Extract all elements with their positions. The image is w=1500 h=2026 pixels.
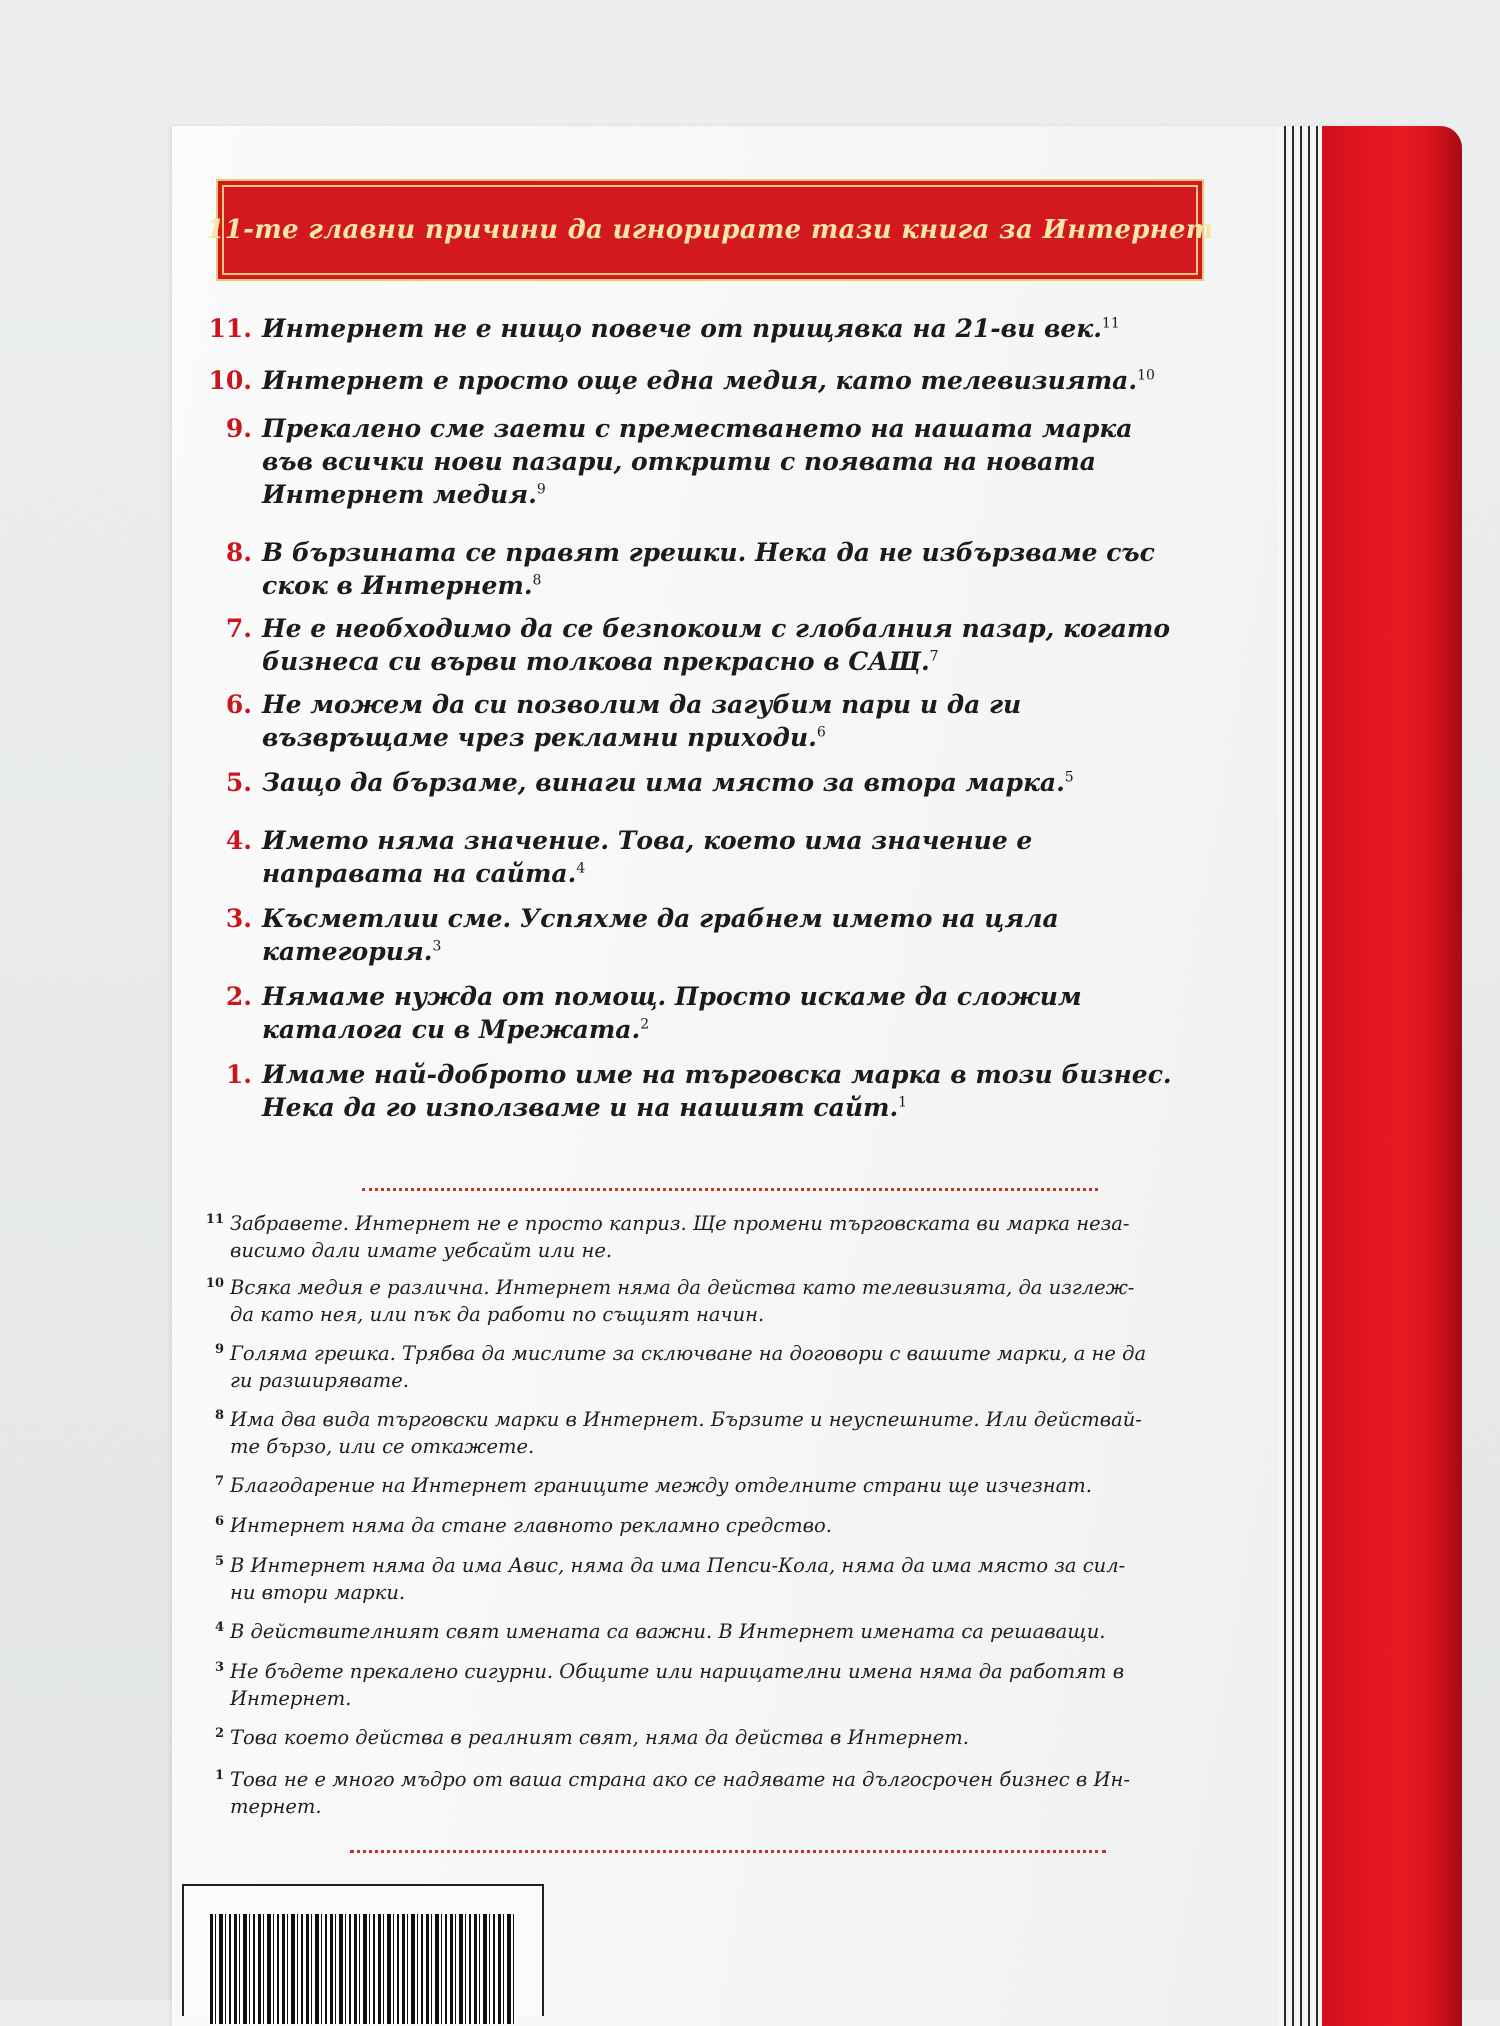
reason-footnote-ref: 2 <box>640 1016 650 1033</box>
footnote-text <box>230 1210 1240 1264</box>
footnote-number: 3 <box>214 1660 224 1675</box>
footnote-line: Голяма грешка. Трябва да мислите за сключване на договори с вашите марки, а не да <box>230 1342 1147 1365</box>
reason-text <box>262 902 1262 968</box>
footnote-text <box>230 1512 1240 1539</box>
reason-line: Късметлии сме. Успяхме да грабнем името на цяла <box>262 904 1059 933</box>
reason-number: 8. <box>225 538 252 567</box>
reason-footnote-ref: 5 <box>1064 769 1074 786</box>
reason-line: направата на сайта. <box>262 859 577 888</box>
footnote-line: В Интернет няма да има Авис, няма да има Пепси-Кола, няма да има място за сил- <box>230 1554 1126 1577</box>
reason-footnote-ref: 4 <box>576 860 586 877</box>
reason-line: Нямаме нужда от помощ. Просто искаме да сложим <box>262 982 1082 1011</box>
footnote-number: 9 <box>214 1342 224 1357</box>
reason-number: 7. <box>225 614 252 643</box>
title-banner <box>206 185 1214 275</box>
reason-number: 1. <box>225 1060 252 1089</box>
reason-number: 9. <box>225 414 252 443</box>
reason-text <box>262 1058 1262 1124</box>
reason-line: Прекалено сме заети с преместването на нашата марка <box>262 414 1133 443</box>
reason-line: каталога си в Мрежата. <box>262 1015 641 1044</box>
dotted-divider-top <box>362 1188 1098 1191</box>
barcode <box>210 1914 516 2024</box>
reason-text <box>262 766 1262 799</box>
reason-text <box>262 364 1262 397</box>
footnote-text <box>230 1724 1240 1751</box>
reason-footnote-ref: 1 <box>898 1094 908 1111</box>
reason-line: възвръщаме чрез рекламни приходи. <box>262 723 817 752</box>
footnote-text <box>230 1766 1240 1820</box>
reason-line: Интернет не е нищо повече от прищявка на 21-ви век. <box>262 314 1102 343</box>
reason-number: 3. <box>225 904 252 933</box>
reason-number: 5. <box>225 768 252 797</box>
reason-line: Името няма значение. Това, което има значение е <box>262 826 1033 855</box>
footnote-line: Интернет. <box>230 1687 352 1710</box>
reason-footnote-ref: 11 <box>1101 315 1120 332</box>
reason-footnote-ref: 3 <box>432 938 442 955</box>
reason-line: Имаме най-доброто име на търговска марка в този бизнес. <box>262 1060 1172 1089</box>
footnote-number: 11 <box>205 1212 224 1227</box>
footnote-text <box>230 1472 1240 1499</box>
footnote-line: те бързо, или се откажете. <box>230 1435 535 1458</box>
reason-footnote-ref: 7 <box>929 648 939 665</box>
reason-text <box>262 688 1262 754</box>
footnote-number: 1 <box>214 1768 224 1783</box>
footnote-number: 2 <box>214 1726 224 1741</box>
footnote-number: 4 <box>214 1620 224 1635</box>
footnote-text <box>230 1658 1240 1712</box>
reason-footnote-ref: 6 <box>816 724 826 741</box>
reason-line: В бързината се правят грешки. Нека да не избързваме със <box>262 538 1155 567</box>
reason-line: Интернет медия. <box>262 480 537 509</box>
footnote-number: 7 <box>214 1474 224 1489</box>
footnote-line: да като нея, или пък да работи по същият начин. <box>230 1303 765 1326</box>
footnote-text <box>230 1406 1240 1460</box>
reason-number: 10. <box>208 366 252 395</box>
reason-line: във всички нови пазари, открити с появата на новата <box>262 447 1096 476</box>
footnote-number: 8 <box>214 1408 224 1423</box>
reason-footnote-ref: 8 <box>532 572 542 589</box>
reason-text <box>262 412 1262 511</box>
reason-number: 2. <box>225 982 252 1011</box>
footnote-line: Има два вида търговски марки в Интернет. Бързите и неуспешните. Или действай- <box>230 1408 1142 1431</box>
footnote-line: ги разширявате. <box>230 1369 409 1392</box>
footnote-line: ни втори марки. <box>230 1581 406 1604</box>
reason-line: Не е необходимо да се безпокоим с глобалния пазар, когато <box>262 614 1171 643</box>
reason-line: Защо да бързаме, винаги има място за втора марка. <box>262 768 1065 797</box>
barcode-box <box>182 1884 544 2016</box>
footnote-number: 10 <box>205 1276 224 1291</box>
footnote-line: висимо дали имате уебсайт или не. <box>230 1239 613 1262</box>
reason-line: бизнеса си върви толкова прекрасно в САЩ. <box>262 647 930 676</box>
reason-line: Нека да го използваме и на нашият сайт. <box>262 1093 899 1122</box>
footnote-line: тернет. <box>230 1795 322 1818</box>
reason-text <box>262 980 1262 1046</box>
reason-line: категория. <box>262 937 433 966</box>
footnote-number: 6 <box>214 1514 224 1529</box>
reason-text <box>262 612 1262 678</box>
reason-line: скок в Интернет. <box>262 571 533 600</box>
reason-footnote-ref: 10 <box>1137 367 1155 384</box>
reason-number: 4. <box>225 826 252 855</box>
footnote-line: Забравете. Интернет не е просто каприз. Ще промени търговската ви марка неза- <box>230 1212 1130 1235</box>
footnote-line: Интернет няма да стане главното рекламно средство. <box>230 1514 832 1537</box>
footnote-line: Всяка медия е различна. Интернет няма да действа като телевизията, да изглеж- <box>230 1276 1135 1299</box>
reason-line: Не можем да си позволим да загубим пари и да ги <box>262 690 1022 719</box>
footnote-line: Не бъдете прекалено сигурни. Общите или нарицателни имена няма да работят в <box>230 1660 1125 1683</box>
footnote-text <box>230 1274 1240 1328</box>
footnote-line: Това което действа в реалният свят, няма да действа в Интернет. <box>230 1726 969 1749</box>
reason-number: 6. <box>225 690 252 719</box>
reason-text <box>262 824 1262 890</box>
reason-text <box>262 536 1262 602</box>
dotted-divider-bottom <box>350 1850 1106 1853</box>
reason-line: Интернет е просто още една медия, като телевизията. <box>262 366 1138 395</box>
spine-shadow <box>1432 126 1462 2026</box>
footnote-number: 5 <box>214 1554 224 1569</box>
reason-text <box>262 312 1262 345</box>
footnote-text <box>230 1552 1240 1606</box>
banner-title: 11-те главни причини да игнорирате тази книга за Интернет <box>206 215 1214 245</box>
reason-number: 11. <box>208 314 252 343</box>
footnote-text <box>230 1340 1240 1394</box>
footnote-line: Това не е много мъдро от ваша страна ако се надявате на дългосрочен бизнес в Ин- <box>230 1768 1130 1791</box>
footnote-line: В действителният свят имената са важни. В Интернет имената са решаващи. <box>230 1620 1106 1643</box>
spine-lines <box>1278 126 1322 2026</box>
footnote-text <box>230 1618 1240 1645</box>
reason-footnote-ref: 9 <box>536 481 546 498</box>
footnote-line: Благодарение на Интернет границите между отделните страни ще изчезнат. <box>230 1474 1092 1497</box>
